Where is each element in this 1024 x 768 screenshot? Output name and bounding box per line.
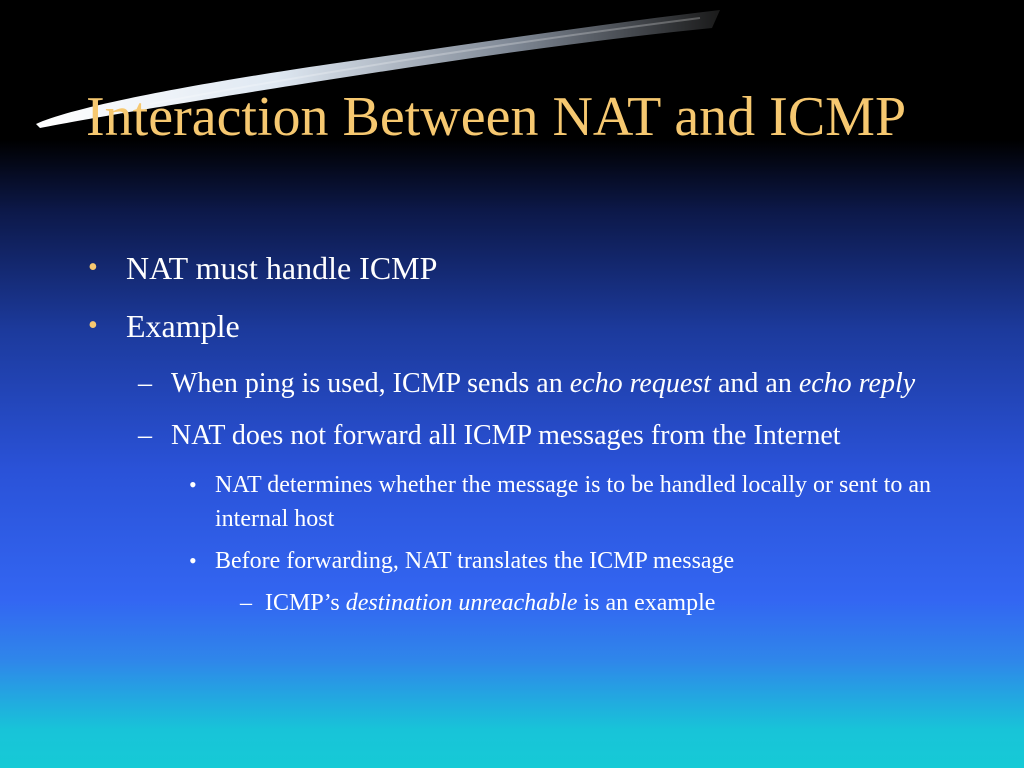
echo-reply-term: echo reply [798, 368, 916, 399]
sub-sub-bullet-text: NAT determines whether the message is to be handled locally or sent to an internal host [215, 472, 932, 532]
bullet-marker: • [88, 310, 98, 341]
bullet-text: Example [126, 308, 240, 344]
sub-bullet-text-pre: When ping is used, ICMP sends an [171, 368, 570, 399]
slide-content [0, 248, 1024, 620]
sub-bullet-nat-forward [0, 416, 961, 456]
sub-sub-bullet-nat-determines [0, 468, 935, 536]
sub-bullet-ping-echo [0, 364, 961, 404]
bullet-example [0, 306, 946, 346]
echo-request-term: echo request [569, 368, 711, 399]
bullet-marker: • [189, 548, 197, 573]
detail-destination-unreachable [0, 586, 965, 620]
bullet-nat-handle-icmp [0, 248, 946, 288]
bullet-marker: • [189, 472, 197, 497]
dash-marker: – [138, 420, 152, 451]
sub-sub-bullet-text: Before forwarding, NAT translates the ICMP message [215, 548, 735, 574]
bullet-text: NAT must handle ICMP [126, 250, 438, 286]
sub-sub-bullet-before-forwarding [0, 544, 935, 578]
sub-bullet-text-mid: and an [710, 368, 799, 399]
destination-unreachable-term: destination unreachable [345, 590, 578, 616]
detail-text-post: is an example [577, 590, 716, 616]
slide-title: Interaction Between NAT and ICMP [86, 86, 907, 148]
detail-text-pre: ICMP’s [265, 590, 346, 616]
dash-marker: – [240, 590, 252, 616]
sub-bullet-text: NAT does not forward all ICMP messages from the Internet [171, 420, 841, 451]
bullet-marker: • [88, 252, 98, 283]
dash-marker: – [138, 368, 152, 399]
